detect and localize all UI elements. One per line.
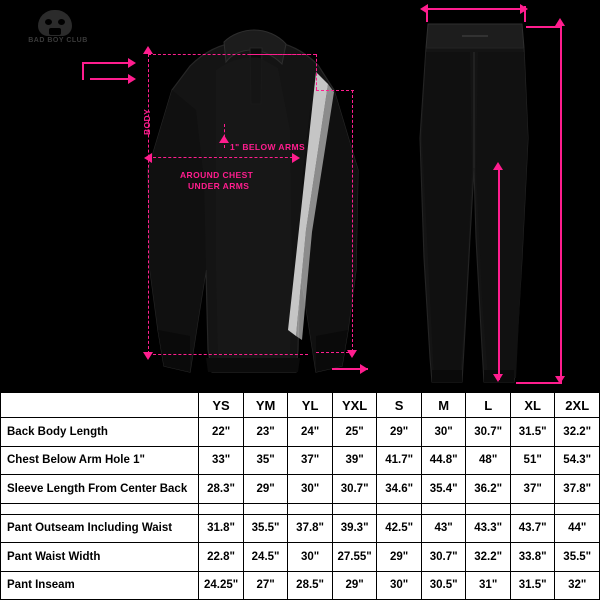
cell: 29" xyxy=(377,418,422,447)
below-arms-label: 1" BELOW ARMS xyxy=(230,142,306,152)
pant-outseam-top-tick xyxy=(526,26,562,28)
jacket-body-label: BODY xyxy=(142,108,152,135)
brand-logo-text: BAD BOY CLUB xyxy=(28,37,88,44)
cell: 36.2" xyxy=(466,475,511,504)
cell: 37" xyxy=(510,475,555,504)
cell: 43" xyxy=(421,514,466,543)
cell: 29" xyxy=(243,475,288,504)
shoulder-bracket-tick xyxy=(82,62,84,80)
cell: 35.5" xyxy=(555,543,600,572)
chest-label-line2: UNDER ARMS xyxy=(188,181,250,191)
sleeve-arrow-down xyxy=(347,350,357,358)
cell: 41.7" xyxy=(377,446,422,475)
header-size-2xl: 2XL xyxy=(555,393,600,418)
table-row xyxy=(1,446,600,475)
cell: 32" xyxy=(555,571,600,600)
cell: 51" xyxy=(510,446,555,475)
cell: 31.5" xyxy=(510,571,555,600)
cell: 43.3" xyxy=(466,514,511,543)
row-label-pant-waist-width: Pant Waist Width xyxy=(1,543,199,572)
cell: 48" xyxy=(466,446,511,475)
chest-measure-line xyxy=(148,157,298,158)
pant-waist-tick-left xyxy=(426,6,428,22)
cell: 24.25" xyxy=(199,571,244,600)
header-size-ym: YM xyxy=(243,393,288,418)
spacer-cell xyxy=(466,503,511,514)
spacer-cell xyxy=(243,503,288,514)
row-label-sleeve-length: Sleeve Length From Center Back xyxy=(1,475,199,504)
shoulder-bracket-line xyxy=(82,62,134,64)
cell: 30" xyxy=(377,571,422,600)
shoulder-bracket-arrow xyxy=(128,58,136,68)
cell: 42.5" xyxy=(377,514,422,543)
pant-waist-tick-right xyxy=(524,6,526,22)
pant-waist-measure-line xyxy=(426,8,526,10)
header-size-ys: YS xyxy=(199,393,244,418)
cell: 31.8" xyxy=(199,514,244,543)
cell: 37.8" xyxy=(555,475,600,504)
spacer-cell xyxy=(199,503,244,514)
table-row xyxy=(1,571,600,600)
cell: 30.7" xyxy=(332,475,377,504)
pant-outseam-arrow-up xyxy=(555,18,565,26)
shoulder-bracket-arrow-2 xyxy=(128,74,136,84)
cell: 54.3" xyxy=(555,446,600,475)
spacer-cell xyxy=(555,503,600,514)
cell: 27" xyxy=(243,571,288,600)
cell: 33.8" xyxy=(510,543,555,572)
chest-arrow-left xyxy=(144,153,152,163)
body-length-arrow-up xyxy=(143,46,153,54)
cell: 37.8" xyxy=(288,514,333,543)
size-table-area xyxy=(0,392,600,600)
pant-outseam-bottom-tick xyxy=(516,382,562,384)
cell: 44" xyxy=(555,514,600,543)
jacket-svg xyxy=(120,20,370,380)
pant-inseam-arrow-down xyxy=(493,374,503,382)
sleeve-cuff-arrow xyxy=(360,364,368,374)
sleeve-top-line xyxy=(250,54,316,55)
size-table xyxy=(0,392,600,600)
cell: 37" xyxy=(288,446,333,475)
cell: 35.4" xyxy=(421,475,466,504)
cell: 28.3" xyxy=(199,475,244,504)
pant-illustration xyxy=(410,18,575,388)
cell: 35" xyxy=(243,446,288,475)
brand-logo xyxy=(14,10,102,56)
header-size-yl: YL xyxy=(288,393,333,418)
cell: 30" xyxy=(288,475,333,504)
spacer-cell xyxy=(332,503,377,514)
table-spacer-row xyxy=(1,503,600,514)
header-size-l: L xyxy=(466,393,511,418)
cell: 39.3" xyxy=(332,514,377,543)
table-row xyxy=(1,475,600,504)
spacer-cell xyxy=(377,503,422,514)
jacket-body-length-line xyxy=(148,54,149,354)
table-row xyxy=(1,418,600,447)
cell: 30" xyxy=(288,543,333,572)
cell: 43.7" xyxy=(510,514,555,543)
spacer-cell xyxy=(288,503,333,514)
spacer-cell xyxy=(1,503,199,514)
row-label-chest-below-arm-hole: Chest Below Arm Hole 1" xyxy=(1,446,199,475)
cell: 30.5" xyxy=(421,571,466,600)
cell: 30.7" xyxy=(466,418,511,447)
pant-outseam-line xyxy=(560,26,562,382)
below-arms-arrow-up xyxy=(219,135,229,143)
sleeve-length-line xyxy=(352,90,353,352)
pant-inseam-arrow-up xyxy=(493,162,503,170)
table-header-row xyxy=(1,393,600,418)
cell: 23" xyxy=(243,418,288,447)
cell: 32.2" xyxy=(555,418,600,447)
row-label-pant-outseam: Pant Outseam Including Waist xyxy=(1,514,199,543)
spacer-cell xyxy=(510,503,555,514)
cell: 27.55" xyxy=(332,543,377,572)
cell: 24.5" xyxy=(243,543,288,572)
cell: 28.5" xyxy=(288,571,333,600)
header-blank-cell xyxy=(1,393,199,418)
cell: 25" xyxy=(332,418,377,447)
cell: 24" xyxy=(288,418,333,447)
table-row xyxy=(1,543,600,572)
header-size-s: S xyxy=(377,393,422,418)
sleeve-bend-line xyxy=(316,90,354,91)
cell: 32.2" xyxy=(466,543,511,572)
cell: 30.7" xyxy=(421,543,466,572)
cell: 31.5" xyxy=(510,418,555,447)
cell: 30" xyxy=(421,418,466,447)
row-label-back-body-length: Back Body Length xyxy=(1,418,199,447)
cell: 34.6" xyxy=(377,475,422,504)
cell: 22.8" xyxy=(199,543,244,572)
jacket-illustration xyxy=(120,20,370,380)
header-size-xl: XL xyxy=(510,393,555,418)
cell: 31" xyxy=(466,571,511,600)
cell: 44.8" xyxy=(421,446,466,475)
cell: 29" xyxy=(332,571,377,600)
spacer-cell xyxy=(421,503,466,514)
cell: 22" xyxy=(199,418,244,447)
chest-label-line1: AROUND CHEST xyxy=(180,170,254,180)
table-row xyxy=(1,514,600,543)
pant-inseam-line xyxy=(498,170,500,380)
cell: 33" xyxy=(199,446,244,475)
sleeve-shoulder-line xyxy=(316,54,317,90)
row-label-pant-inseam: Pant Inseam xyxy=(1,571,199,600)
jacket-hem-reference-line xyxy=(148,354,308,355)
cell: 29" xyxy=(377,543,422,572)
chest-arrow-right xyxy=(292,153,300,163)
cell: 39" xyxy=(332,446,377,475)
skull-logo-icon xyxy=(38,10,72,36)
header-size-yxl: YXL xyxy=(332,393,377,418)
pant-svg xyxy=(410,18,575,388)
header-size-m: M xyxy=(421,393,466,418)
cell: 35.5" xyxy=(243,514,288,543)
